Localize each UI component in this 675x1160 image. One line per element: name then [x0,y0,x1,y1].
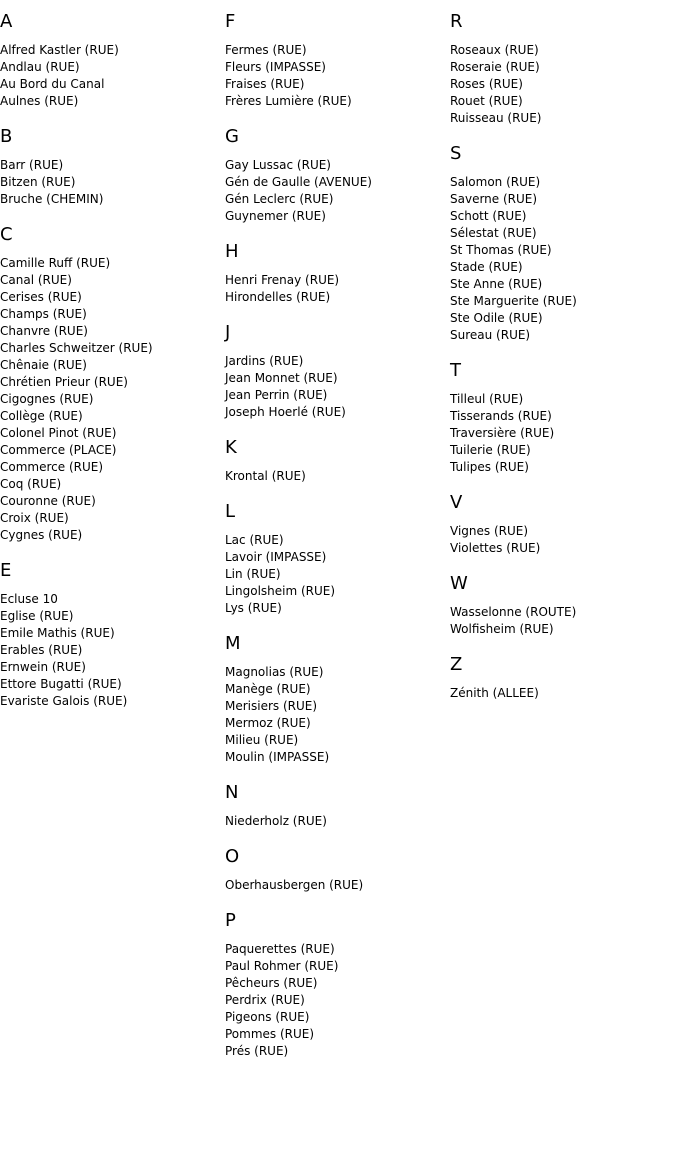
letter-heading: P [225,910,236,931]
street-column-1 [0,10,220,725]
street-item[interactable]: St Thomas (RUE) [450,243,552,257]
street-item[interactable]: Alfred Kastler (RUE) [0,43,119,57]
street-item[interactable]: Couronne (RUE) [0,494,96,508]
street-item[interactable]: Henri Frenay (RUE) [225,273,340,287]
letter-section [0,559,220,710]
street-item[interactable]: Paquerettes (RUE) [225,942,335,956]
street-item[interactable]: Lavoir (IMPASSE) [225,550,327,564]
street-item[interactable]: Commerce (PLACE) [0,443,117,457]
street-item[interactable]: Andlau (RUE) [0,60,80,74]
street-list [0,591,220,710]
street-item[interactable]: Chrétien Prieur (RUE) [0,375,128,389]
letter-heading: H [225,241,239,262]
street-item[interactable]: Ernwein (RUE) [0,660,86,674]
street-item[interactable]: Chanvre (RUE) [0,324,88,338]
letter-section [450,653,670,702]
street-item[interactable]: Wasselonne (ROUTE) [450,605,577,619]
street-item[interactable]: Ecluse 10 [0,592,58,606]
street-list [225,42,445,110]
street-item[interactable]: Lys (RUE) [225,601,282,615]
street-item[interactable]: Tuilerie (RUE) [450,443,531,457]
letter-heading: R [450,11,463,32]
street-item[interactable]: Salomon (RUE) [450,175,541,189]
letter-heading: Z [450,654,463,675]
street-list [225,353,445,421]
letter-heading: E [0,560,12,581]
street-item[interactable]: Sélestat (RUE) [450,226,537,240]
street-item[interactable]: Ste Anne (RUE) [450,277,543,291]
street-list [225,813,445,830]
letter-section [0,10,220,110]
street-item[interactable]: Joseph Hoerlé (RUE) [225,405,346,419]
street-item[interactable]: Cerises (RUE) [0,290,82,304]
street-list [0,157,220,208]
street-list [225,664,445,766]
street-item[interactable]: Camille Ruff (RUE) [0,256,111,270]
street-item[interactable]: Coq (RUE) [0,477,62,491]
street-item[interactable]: Fermes (RUE) [225,43,307,57]
street-item[interactable]: Gén Leclerc (RUE) [225,192,334,206]
street-item[interactable]: Chênaie (RUE) [0,358,87,372]
letter-section [0,125,220,208]
street-list [225,157,445,225]
letter-section [225,500,445,617]
street-item[interactable]: Champs (RUE) [0,307,87,321]
street-item[interactable]: Frères Lumière (RUE) [225,94,352,108]
street-item[interactable]: Lingolsheim (RUE) [225,584,336,598]
street-item[interactable]: Manège (RUE) [225,682,311,696]
street-item[interactable]: Pommes (RUE) [225,1027,315,1041]
street-item[interactable]: Gay Lussac (RUE) [225,158,331,172]
street-item[interactable]: Stade (RUE) [450,260,523,274]
letter-section [225,909,445,1060]
street-list [0,255,220,544]
street-item[interactable]: Emile Mathis (RUE) [0,626,115,640]
letter-section [450,491,670,557]
street-item[interactable]: Roses (RUE) [450,77,523,91]
street-item[interactable]: Pêcheurs (RUE) [225,976,318,990]
street-list [450,42,670,127]
letter-heading: L [225,501,236,522]
street-item[interactable]: Rouet (RUE) [450,94,523,108]
street-item[interactable]: Sureau (RUE) [450,328,531,342]
street-item[interactable]: Evariste Galois (RUE) [0,694,128,708]
letter-heading: A [0,11,13,32]
street-item[interactable]: Oberhausbergen (RUE) [225,878,364,892]
street-list [450,174,670,344]
letter-heading: B [0,126,13,147]
street-item[interactable]: Cygnes (RUE) [0,528,83,542]
street-item[interactable]: Roseraie (RUE) [450,60,540,74]
street-item[interactable]: Niederholz (RUE) [225,814,327,828]
letter-heading: G [225,126,239,147]
letter-heading: F [225,11,236,32]
letter-section [450,142,670,344]
street-item[interactable]: Traversière (RUE) [450,426,555,440]
street-item[interactable]: Schott (RUE) [450,209,527,223]
street-item[interactable]: Zénith (ALLEE) [450,686,539,700]
street-item[interactable]: Canal (RUE) [0,273,72,287]
street-item[interactable]: Fraises (RUE) [225,77,305,91]
street-list [225,941,445,1060]
street-item[interactable]: Erables (RUE) [0,643,83,657]
street-item[interactable]: Cigognes (RUE) [0,392,94,406]
street-item[interactable]: Merisiers (RUE) [225,699,318,713]
street-item[interactable]: Jean Perrin (RUE) [225,388,328,402]
street-item[interactable]: Violettes (RUE) [450,541,541,555]
letter-section [225,781,445,830]
letter-section [225,436,445,485]
street-item[interactable]: Lin (RUE) [225,567,281,581]
street-item[interactable]: Ettore Bugatti (RUE) [0,677,122,691]
street-item[interactable]: Lac (RUE) [225,533,284,547]
street-item[interactable]: Krontal (RUE) [225,469,306,483]
street-item[interactable]: Pigeons (RUE) [225,1010,310,1024]
street-list [450,604,670,638]
street-item[interactable]: Vignes (RUE) [450,524,529,538]
street-item[interactable]: Roseaux (RUE) [450,43,539,57]
letter-section [450,359,670,476]
letter-section [450,572,670,638]
street-item[interactable]: Fleurs (IMPASSE) [225,60,326,74]
street-column-3 [450,10,670,717]
letter-heading: C [0,224,13,245]
street-item[interactable]: Tilleul (RUE) [450,392,524,406]
street-item[interactable]: Magnolias (RUE) [225,665,324,679]
street-item[interactable]: Wolfisheim (RUE) [450,622,554,636]
letter-heading: V [450,492,463,513]
street-item[interactable]: Ste Odile (RUE) [450,311,543,325]
letter-heading: N [225,782,239,803]
letter-heading: T [450,360,461,381]
street-item[interactable]: Tisserands (RUE) [450,409,552,423]
letter-heading: O [225,846,240,867]
street-item[interactable]: Eglise (RUE) [0,609,74,623]
street-list [0,42,220,110]
street-item[interactable]: Ste Marguerite (RUE) [450,294,577,308]
street-item[interactable]: Mermoz (RUE) [225,716,311,730]
letter-section [225,125,445,225]
street-item[interactable]: Perdrix (RUE) [225,993,305,1007]
street-list [450,391,670,476]
letter-heading: W [450,573,468,594]
street-item[interactable]: Jean Monnet (RUE) [225,371,338,385]
street-list [225,877,445,894]
street-item[interactable]: Barr (RUE) [0,158,64,172]
street-item[interactable]: Guynemer (RUE) [225,209,326,223]
letter-heading: S [450,143,462,164]
street-list [450,685,670,702]
street-item[interactable]: Charles Schweitzer (RUE) [0,341,153,355]
street-list [225,532,445,617]
letter-section [0,223,220,544]
street-item[interactable]: Hirondelles (RUE) [225,290,331,304]
letter-heading: M [225,633,241,654]
street-item[interactable]: Commerce (RUE) [0,460,104,474]
street-item[interactable]: Moulin (IMPASSE) [225,750,330,764]
street-item[interactable]: Saverne (RUE) [450,192,538,206]
street-item[interactable]: Gén de Gaulle (AVENUE) [225,175,372,189]
letter-section [225,10,445,110]
letter-section [225,321,445,421]
street-item[interactable]: Croix (RUE) [0,511,69,525]
street-item[interactable]: Ruisseau (RUE) [450,111,542,125]
street-item[interactable]: Au Bord du Canal [0,77,105,91]
street-item[interactable]: Paul Rohmer (RUE) [225,959,339,973]
letter-section [450,10,670,127]
letter-heading: K [225,437,237,458]
street-item[interactable]: Colonel Pinot (RUE) [0,426,117,440]
street-item[interactable]: Aulnes (RUE) [0,94,79,108]
street-list [450,523,670,557]
street-column-2 [225,10,445,1075]
street-item[interactable]: Bitzen (RUE) [0,175,76,189]
street-item[interactable]: Prés (RUE) [225,1044,289,1058]
street-list [225,272,445,306]
letter-section [225,240,445,306]
street-item[interactable]: Jardins (RUE) [225,354,304,368]
street-list [225,468,445,485]
letter-heading: J [225,322,231,343]
letter-section [225,632,445,766]
street-item[interactable]: Bruche (CHEMIN) [0,192,104,206]
street-item[interactable]: Milieu (RUE) [225,733,299,747]
street-item[interactable]: Collège (RUE) [0,409,83,423]
street-item[interactable]: Tulipes (RUE) [450,460,529,474]
letter-section [225,845,445,894]
